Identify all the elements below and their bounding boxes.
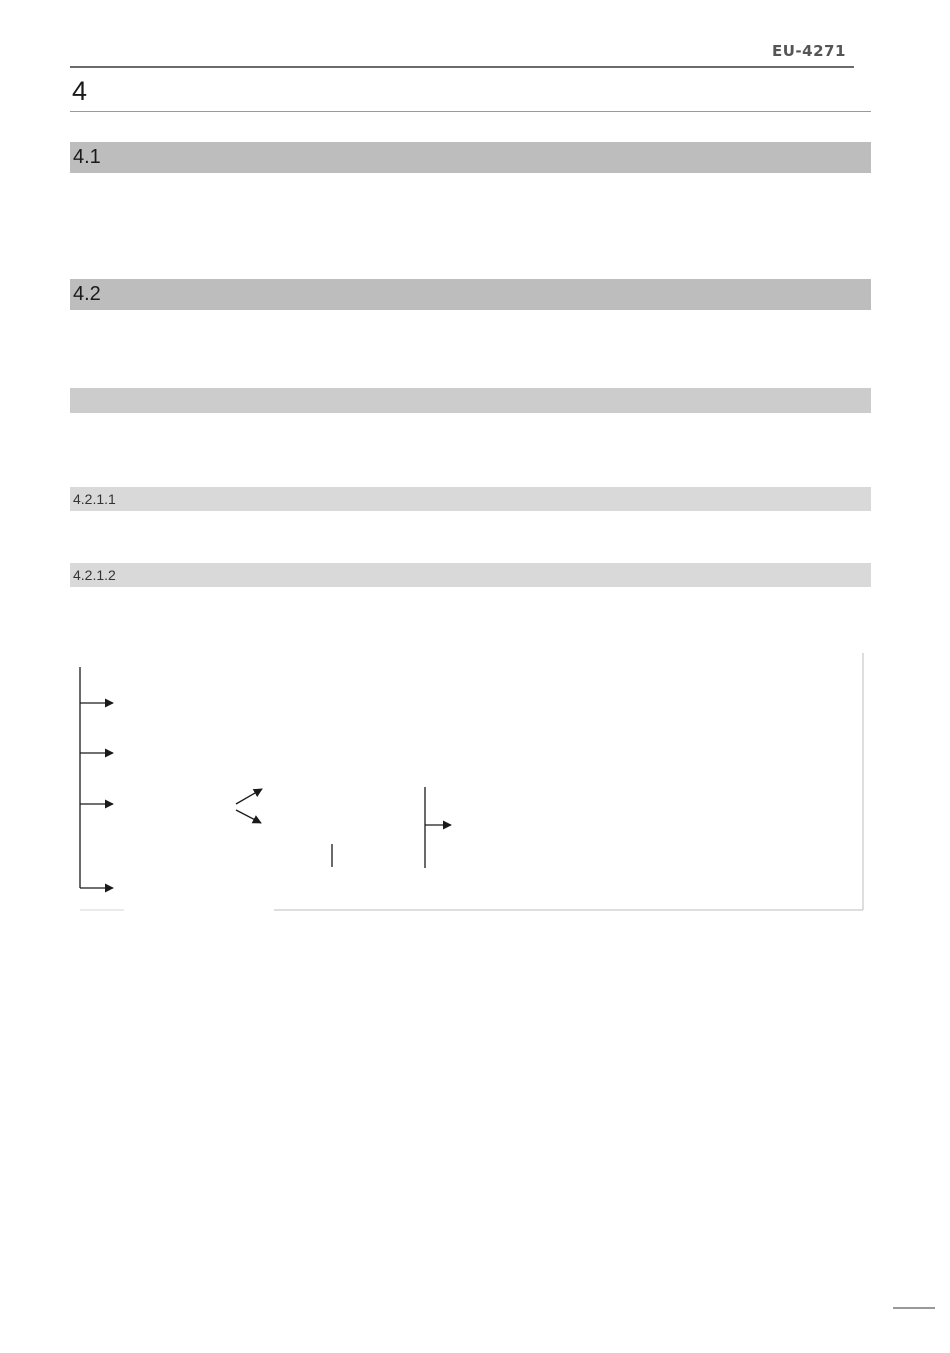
header-rule	[70, 66, 854, 68]
subsubsection-heading-4-2-1-1	[70, 487, 871, 511]
diagram-frame	[80, 653, 863, 910]
section-heading-4-2	[70, 279, 871, 310]
subsubsection-number: 4.2.1.2	[73, 567, 116, 583]
menu-structure-diagram	[70, 652, 866, 914]
arrow-down-right-icon	[236, 810, 261, 823]
subsubsection-heading-4-2-1-2	[70, 563, 871, 587]
footer-page-rule	[893, 1307, 935, 1309]
section-number: 4.2	[73, 283, 101, 305]
section-heading-4-1	[70, 142, 871, 173]
chapter-rule	[70, 111, 871, 112]
product-code-logo: EU-4271	[772, 42, 846, 60]
chapter-number: 4	[72, 76, 88, 106]
subsection-heading	[70, 388, 871, 413]
section-number: 4.1	[73, 146, 101, 168]
arrow-up-right-icon	[236, 789, 262, 804]
subsubsection-number: 4.2.1.1	[73, 491, 116, 507]
